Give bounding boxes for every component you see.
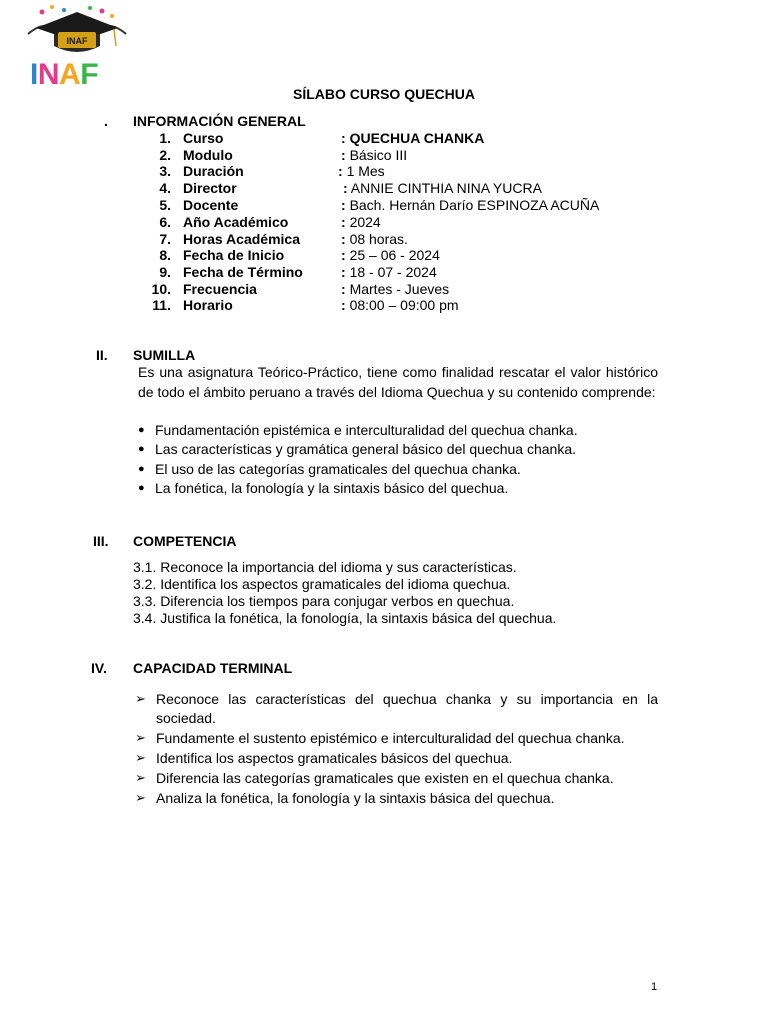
section-4-number: IV. <box>91 660 107 676</box>
arrow-bullet-icon: ➢ <box>135 769 146 785</box>
sumilla-bullet-list <box>138 421 668 498</box>
info-row-value: : Martes - Jueves <box>341 281 450 297</box>
graduation-cap-icon <box>22 2 132 62</box>
list-item: ● Las características y gramática general básico del quechua chanka. <box>138 440 668 459</box>
competencia-item: 3.2. Identifica los aspectos gramaticales del idioma quechua. <box>133 576 511 592</box>
bullet-dot-icon: ● <box>138 424 145 436</box>
arrow-bullet-icon: ➢ <box>135 729 146 745</box>
page-number: 1 <box>651 981 658 993</box>
info-row-value: : Bach. Hernán Darío ESPINOZA ACUÑA <box>341 197 600 213</box>
arrow-bullet-icon: ➢ <box>135 691 146 706</box>
competencia-item: 3.3. Diferencia los tiempos para conjugar verbos en quechua. <box>133 593 515 609</box>
section-4-title: CAPACIDAD TERMINAL <box>133 660 293 676</box>
list-item: ● El uso de las categorías gramaticales del quechua chanka. <box>138 460 668 479</box>
info-row-value: : 08:00 – 09:00 pm <box>341 297 459 313</box>
section-1-number: . <box>104 113 108 129</box>
info-row <box>145 147 705 164</box>
list-item: ➢ Reconoce las características del quechua chanka y su importancia en la sociedad. <box>135 691 658 726</box>
info-row <box>145 264 705 281</box>
info-row-number: 8. <box>159 247 171 263</box>
info-row-value: : 25 – 06 - 2024 <box>341 247 440 263</box>
info-row <box>145 297 705 314</box>
info-row-value: : QUECHUA CHANKA <box>341 130 485 146</box>
info-row-number: 10. <box>151 281 171 297</box>
section-3-title: COMPETENCIA <box>133 533 237 549</box>
list-item: ● La fonética, la fonología y la sintaxis básico del quechua. <box>138 479 668 498</box>
list-item: ● Fundamentación epistémica e interculturalidad del quechua chanka. <box>138 421 668 440</box>
section-2-title: SUMILLA <box>133 347 196 363</box>
info-row-label: Docente <box>183 197 239 213</box>
info-row-number: 9. <box>159 264 171 280</box>
bullet-dot-icon: ● <box>138 481 145 494</box>
info-row-value: : 1 Mes <box>338 163 385 179</box>
info-row-value: : ANNIE CINTHIA NINA YUCRA <box>343 180 542 196</box>
info-row <box>145 231 705 248</box>
list-item: ➢ Diferencia las categorías gramaticales que existen en el quechua chanka. <box>135 769 614 786</box>
list-item: ➢ Identifica los aspectos gramaticales básicos del quechua. <box>135 749 513 766</box>
info-row-number: 6. <box>159 214 171 230</box>
info-row <box>145 130 705 147</box>
document-title: SÍLABO CURSO QUECHUA <box>292 86 475 102</box>
bullet-dot-icon: ● <box>138 462 145 475</box>
info-row-value: : 18 - 07 - 2024 <box>341 264 437 280</box>
info-row <box>145 180 705 197</box>
info-row-value: : 2024 <box>341 214 381 230</box>
arrow-bullet-icon: ➢ <box>135 749 146 765</box>
sumilla-paragraph: Es una asignatura Teórico-Práctico, tiene como finalidad rescatar el valor histórico de todo el ámbito peruano a través del Idioma Quechua y su contenido comprende: <box>138 364 658 400</box>
section-3-number: III. <box>93 533 109 549</box>
info-row-label: Fecha de Término <box>183 264 303 280</box>
list-item: ➢ Fundamente el sustento epistémico e interculturalidad del quechua chanka. <box>135 729 625 746</box>
info-row-number: 7. <box>159 231 171 247</box>
info-row <box>145 163 705 180</box>
info-row-label: Director <box>183 180 237 196</box>
info-row-label: Fecha de Inicio <box>183 247 285 263</box>
competencia-item: 3.4. Justifica la fonética, la fonología, la sintaxis básica del quechua. <box>133 610 557 626</box>
info-row-number: 4. <box>159 180 171 196</box>
info-row <box>145 197 705 214</box>
bullet-dot-icon: ● <box>138 443 145 456</box>
info-row-value: : 08 horas. <box>341 231 408 247</box>
arrow-bullet-icon: ➢ <box>135 789 146 805</box>
info-row-value: : Básico III <box>341 147 408 163</box>
info-row-number: 2. <box>159 147 171 163</box>
logo-cap-text: INAF <box>66 36 88 46</box>
info-row-label: Frecuencia <box>183 281 257 297</box>
competencia-item: 3.1. Reconoce la importancia del idioma y sus características. <box>133 559 517 575</box>
info-row-number: 11. <box>152 297 171 313</box>
info-row-label: Duración <box>183 163 244 179</box>
capacidad-list <box>135 690 658 809</box>
info-row-number: 1. <box>159 130 171 146</box>
info-row <box>145 247 705 264</box>
info-row-number: 3. <box>159 163 171 179</box>
logo-wordmark: INAF <box>30 58 99 91</box>
section-1-title: INFORMACIÓN GENERAL <box>133 113 306 129</box>
list-item: ➢ Analiza la fonética, la fonología y la sintaxis básica del quechua. <box>135 789 555 806</box>
info-row <box>145 281 705 298</box>
info-row-number: 5. <box>159 197 171 213</box>
info-row-label: Año Académico <box>183 214 289 230</box>
info-row <box>145 214 705 231</box>
info-row-label: Horas Académica <box>183 231 300 247</box>
info-row-label: Curso <box>183 130 224 146</box>
section-2-number: II. <box>96 347 108 363</box>
info-row-label: Modulo <box>183 147 233 163</box>
info-row-label: Horario <box>183 297 233 313</box>
